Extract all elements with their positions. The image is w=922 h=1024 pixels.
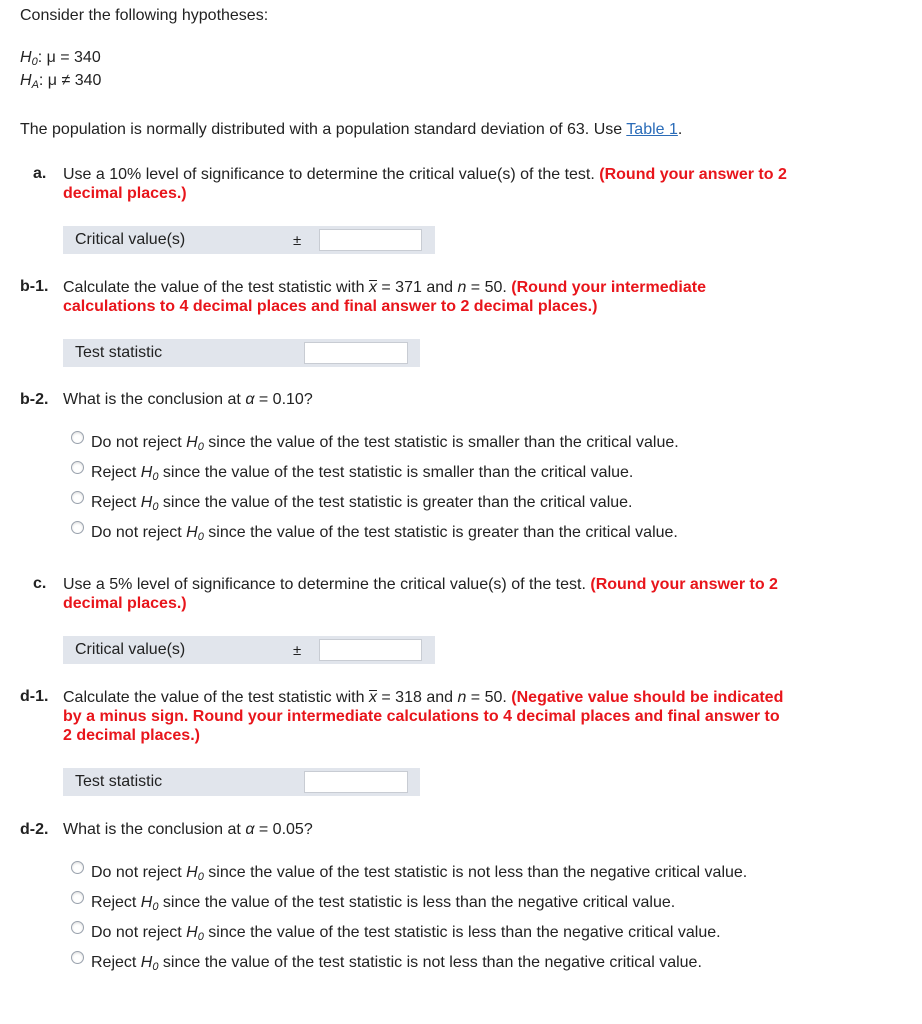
table-1-link[interactable]: Table 1 [626, 121, 678, 138]
part-d1-label: d-1. [20, 688, 49, 705]
option-text-post: since the value of the test statistic is greater than the critical value. [158, 494, 633, 511]
part-a-note-2: decimal places.) [63, 185, 187, 202]
part-a-critical-value-input[interactable] [319, 229, 422, 251]
part-b2-option-2-radio[interactable] [71, 461, 84, 474]
option-text-pre: Reject [91, 464, 141, 481]
part-b2-text-post: = 0.10? [254, 391, 313, 408]
part-b2-text-pre: What is the conclusion at [63, 391, 246, 408]
part-b1-note-2: calculations to 4 decimal places and final answer to 2 decimal places.) [63, 298, 598, 315]
part-d2-option-2-radio[interactable] [71, 891, 84, 904]
h-symbol: H [140, 464, 153, 481]
ha-statement: : μ ≠ 340 [38, 72, 102, 89]
option-text-pre: Do not reject [91, 864, 187, 881]
h-symbol: H [186, 524, 198, 541]
h-subscript: 0 [197, 441, 204, 453]
h-subscript: 0 [197, 931, 204, 943]
h-symbol: H [140, 894, 153, 911]
null-hypothesis [20, 49, 101, 67]
part-c-answer-row [63, 636, 435, 664]
h0-statement: : μ = 340 [37, 49, 101, 66]
option-text-pre: Reject [91, 494, 141, 511]
part-c-label: c. [33, 575, 47, 592]
part-b2-label: b-2. [20, 391, 49, 408]
option-text-pre: Do not reject [91, 924, 187, 941]
part-a-cell-label: Critical value(s) [75, 231, 186, 248]
h-symbol: H [140, 494, 153, 511]
part-d1-note-3: 2 decimal places.) [63, 727, 200, 744]
option-text-post: since the value of the test statistic is smaller than the critical value. [158, 464, 634, 481]
part-a-answer-row [63, 226, 435, 254]
h-symbol: H [186, 924, 198, 941]
part-c-cell-label: Critical value(s) [75, 641, 186, 658]
x-bar-symbol: x [368, 689, 377, 706]
part-b1-question [63, 278, 874, 316]
part-b1-text-post: = 50. [466, 279, 512, 296]
h0-symbol: H [20, 49, 32, 66]
part-d1-text-mid: = 318 and [376, 689, 458, 706]
part-b1-label: b-1. [20, 278, 49, 295]
part-d2-option-1[interactable] [91, 864, 747, 882]
part-b2-option-4[interactable] [91, 524, 678, 542]
part-d1-cell-label: Test statistic [75, 773, 163, 790]
part-a-label: a. [33, 165, 47, 182]
ha-symbol: H [20, 72, 32, 89]
option-text-post: since the value of the test statistic is smaller than the critical value. [203, 434, 679, 451]
part-b1-text-mid: = 371 and [376, 279, 458, 296]
option-text-post: since the value of the test statistic is not less than the negative critical value. [158, 954, 702, 971]
h-subscript: 0 [197, 531, 204, 543]
part-d1-note-2: by a minus sign. Round your intermediate calculations to 4 decimal places and final answer to [63, 708, 780, 725]
part-d1-text-post: = 50. [466, 689, 512, 706]
part-d1-question [63, 688, 783, 745]
part-c-note-2: decimal places.) [63, 595, 187, 612]
h-subscript: 0 [152, 501, 159, 513]
part-b1-cell-label: Test statistic [75, 344, 163, 361]
option-text-post: since the value of the test statistic is greater than the critical value. [203, 524, 678, 541]
h0-subscript: 0 [31, 56, 38, 68]
part-d2-option-3-radio[interactable] [71, 921, 84, 934]
plus-minus-sign: ± [293, 232, 302, 249]
h-subscript: 0 [152, 901, 159, 913]
part-b2-option-1-radio[interactable] [71, 431, 84, 444]
part-c-question [63, 575, 778, 613]
population-text: The population is normally distributed with a population standard deviation of 63. Use [20, 121, 627, 138]
h-symbol: H [186, 434, 198, 451]
population-end: . [677, 121, 683, 138]
part-b1-answer-row [63, 339, 420, 367]
part-d2-text-pre: What is the conclusion at [63, 821, 246, 838]
part-c-critical-value-input[interactable] [319, 639, 422, 661]
intro-text: Consider the following hypotheses: [20, 7, 269, 24]
x-bar-symbol: x [368, 279, 377, 296]
part-c-note-1: (Round your answer to 2 [590, 576, 778, 593]
h-symbol: H [140, 954, 153, 971]
part-d2-question [63, 821, 313, 839]
part-b1-test-statistic-input[interactable] [304, 342, 408, 364]
option-text-pre: Reject [91, 954, 141, 971]
part-b2-question [63, 391, 313, 409]
option-text-pre: Do not reject [91, 434, 187, 451]
plus-minus-sign: ± [293, 642, 302, 659]
part-d2-option-2[interactable] [91, 894, 675, 912]
alternative-hypothesis [20, 72, 101, 90]
part-b2-option-2[interactable] [91, 464, 633, 482]
part-d1-test-statistic-input[interactable] [304, 771, 408, 793]
part-d2-option-3[interactable] [91, 924, 721, 942]
option-text-post: since the value of the test statistic is not less than the negative critical value. [203, 864, 748, 881]
option-text-pre: Do not reject [91, 524, 187, 541]
h-subscript: 0 [152, 961, 159, 973]
part-b2-option-3[interactable] [91, 494, 633, 512]
ha-subscript: A [31, 79, 39, 91]
option-text-pre: Reject [91, 894, 141, 911]
population-statement [20, 121, 682, 139]
part-b2-option-3-radio[interactable] [71, 491, 84, 504]
h-symbol: H [186, 864, 198, 881]
part-d2-label: d-2. [20, 821, 49, 838]
n-symbol: n [457, 689, 467, 706]
h-subscript: 0 [152, 471, 159, 483]
part-d2-text-post: = 0.05? [254, 821, 313, 838]
part-a-note-1: (Round your answer to 2 [599, 166, 787, 183]
part-b1-text-pre: Calculate the value of the test statistic with [63, 279, 369, 296]
part-c-text: Use a 5% level of significance to determine the critical value(s) of the test. [63, 576, 591, 593]
part-a-text: Use a 10% level of significance to determine the critical value(s) of the test. [63, 166, 600, 183]
n-symbol: n [457, 279, 467, 296]
h-subscript: 0 [197, 871, 204, 883]
part-a-question [63, 165, 787, 203]
option-text-post: since the value of the test statistic is less than the negative critical value. [203, 924, 721, 941]
part-d1-answer-row [63, 768, 420, 796]
part-b2-option-1[interactable] [91, 434, 679, 452]
part-d2-option-4[interactable] [91, 954, 702, 972]
part-b2-option-4-radio[interactable] [71, 521, 84, 534]
part-b1-note-1: (Round your intermediate [511, 279, 706, 296]
alpha-symbol: α [245, 391, 255, 408]
part-b1-calc-word [63, 278, 706, 297]
part-d2-option-4-radio[interactable] [71, 951, 84, 964]
alpha-symbol: α [245, 821, 255, 838]
option-text-post: since the value of the test statistic is less than the negative critical value. [158, 894, 676, 911]
part-d2-option-1-radio[interactable] [71, 861, 84, 874]
part-d1-note-1: (Negative value should be indicated [511, 689, 784, 706]
part-d1-text-pre: Calculate the value of the test statistic with [63, 689, 369, 706]
